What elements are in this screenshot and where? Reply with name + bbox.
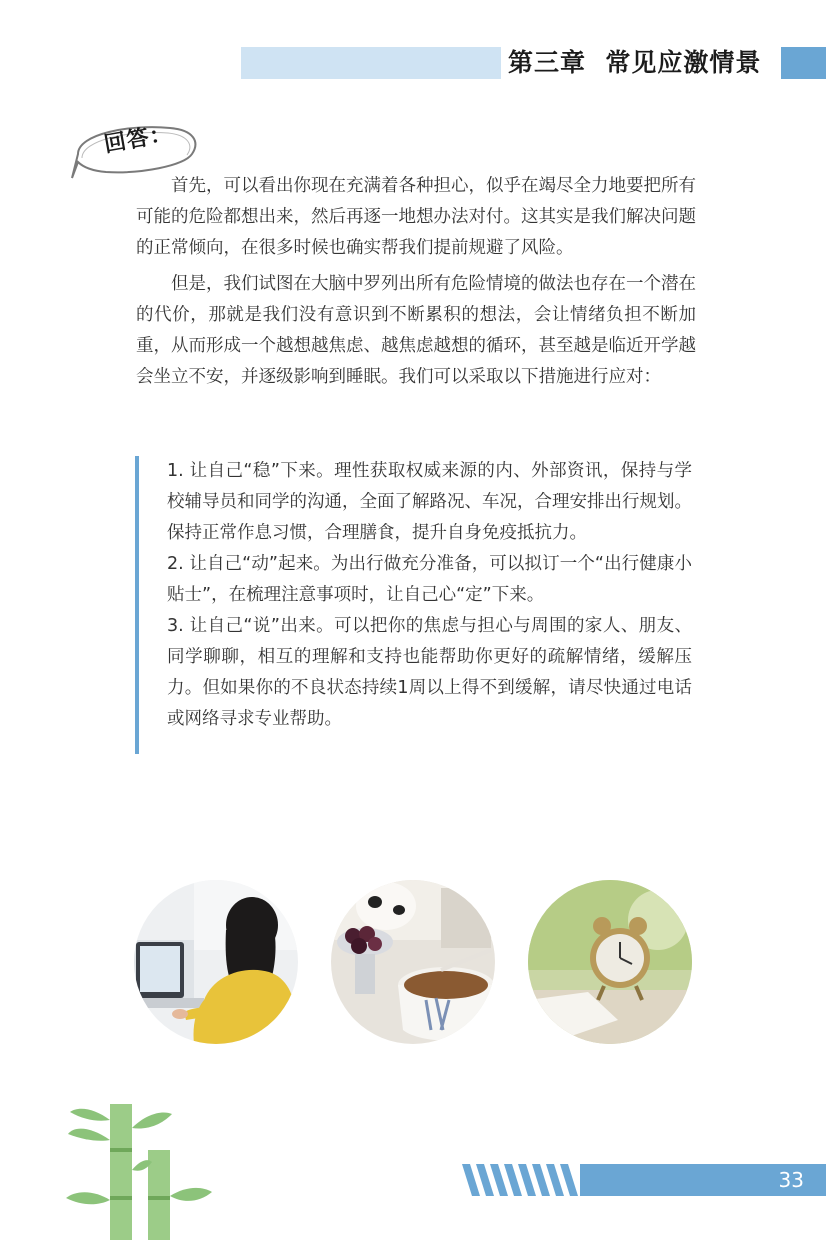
paragraph-intro: 首先，可以看出你现在充满着各种担心，似乎在竭尽全力地要把所有可能的危险都想出来，然后再逐一地想办法对付。这其实是我们解决问题的正常倾向，在很多时候也确实帮我们提前规避了风险。 <box>136 176 696 258</box>
footer-stripes <box>462 1164 592 1196</box>
quote-bar <box>135 456 139 754</box>
list-item: 3. 让自己“说”出来。可以把你的焦虑与担心与周围的家人、朋友、同学聊聊，相互的理解和支持也能帮助你更好的疏解情绪，缓解压力。但如果你的不良状态持续1周以上得不到缓解，请尽快通过电话或网络寻求专业帮助。 <box>167 616 692 729</box>
bamboo-illustration <box>60 1100 230 1240</box>
paragraph-cost: 但是，我们试图在大脑中罗列出所有危险情境的做法也存在一个潜在的代价，那就是我们没有意识到不断累积的想法，会让情绪负担不断加重，从而形成一个越想越焦虑、越焦虑越想的循环，甚至越是临近开学越会坐立不安，并逐级影响到睡眠。我们可以采取以下措施进行应对： <box>136 274 696 387</box>
photo-alarm-clock <box>528 880 692 1044</box>
header-accent-block <box>781 47 826 79</box>
photo-tea-and-grapes <box>331 880 495 1044</box>
chapter-title: 第三章 常见应激情景 <box>508 48 762 77</box>
list-item: 1. 让自己“稳”下来。理性获取权威来源的内、外部资讯，保持与学校辅导员和同学的沟通，全面了解路况、车况，合理安排出行规划。保持正常作息习惯，合理膳食，提升自身免疫抵抗力。 <box>167 461 692 543</box>
answer-label: 回答： <box>102 121 175 158</box>
page-number: 33 <box>778 1168 804 1192</box>
list-item: 2. 让自己“动”起来。为出行做充分准备，可以拟订一个“出行健康小贴士”，在梳理注意事项时，让自己心“定”下来。 <box>167 554 692 605</box>
header-light-bar <box>241 47 501 79</box>
photo-woman-laptop <box>134 880 298 1044</box>
measures-list <box>167 456 692 735</box>
